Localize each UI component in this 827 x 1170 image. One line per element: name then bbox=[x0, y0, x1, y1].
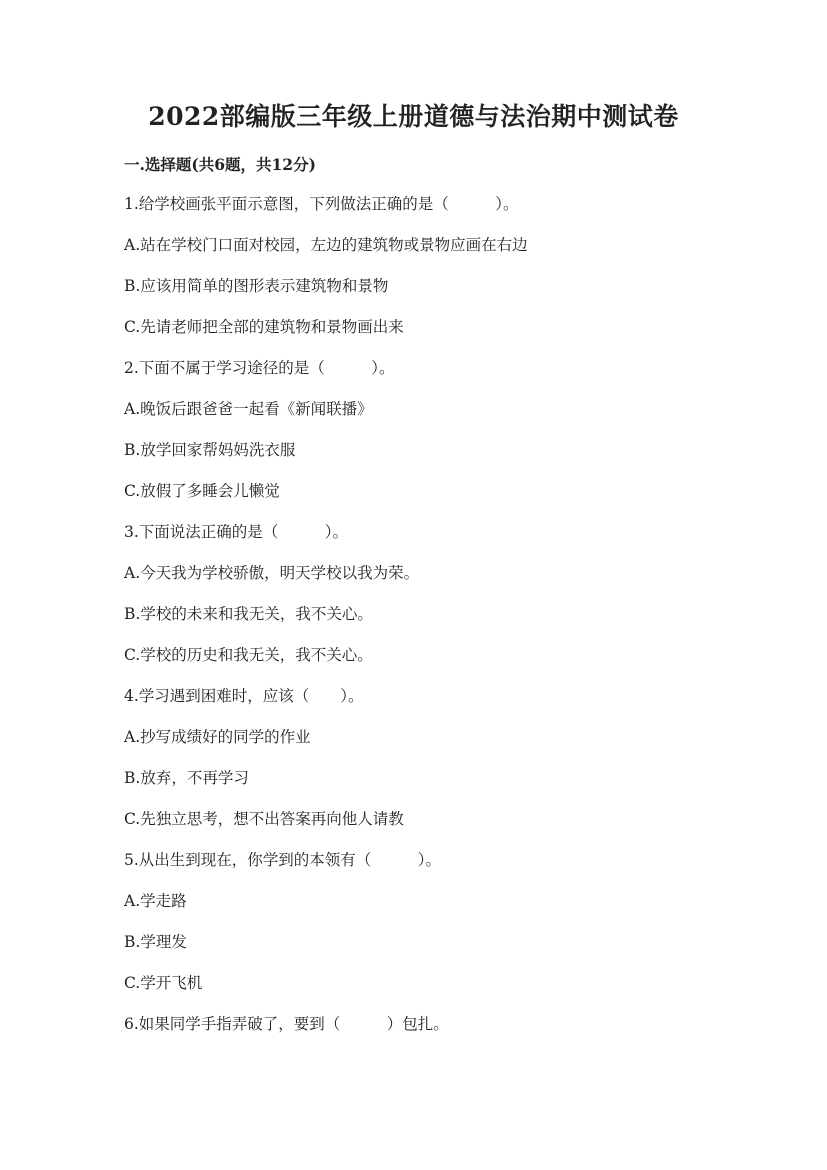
option-c: C.先独立思考，想不出答案再向他人请教 bbox=[124, 810, 404, 828]
question-stem: 3.下面说法正确的是（ ）。 bbox=[124, 523, 349, 541]
option-c: C.学校的历史和我无关，我不关心。 bbox=[124, 646, 373, 664]
question-stem: 6.如果同学手指弄破了，要到（ ）包扎。 bbox=[124, 1015, 449, 1033]
option-b: B.学校的未来和我无关，我不关心。 bbox=[124, 605, 373, 623]
section-heading: 一.选择题(共6题，共12分) bbox=[124, 155, 316, 174]
exam-title: 2022部编版三年级上册道德与法治期中测试卷 bbox=[148, 102, 679, 131]
option-a: A.今天我为学校骄傲，明天学校以我为荣。 bbox=[124, 564, 420, 582]
option-b: B.学理发 bbox=[124, 933, 187, 951]
option-a: A.抄写成绩好的同学的作业 bbox=[124, 728, 311, 746]
option-c: C.先请老师把全部的建筑物和景物画出来 bbox=[124, 318, 404, 336]
question-stem: 1.给学校画张平面示意图，下列做法正确的是（ ）。 bbox=[124, 195, 519, 213]
option-c: C.学开飞机 bbox=[124, 974, 203, 992]
question-stem: 5.从出生到现在，你学到的本领有（ ）。 bbox=[124, 851, 442, 869]
option-b: B.应该用简单的图形表示建筑物和景物 bbox=[124, 277, 389, 295]
option-a: A.学走路 bbox=[124, 892, 187, 910]
question-stem: 4.学习遇到困难时，应该（ ）。 bbox=[124, 687, 364, 705]
option-a: A.晚饭后跟爸爸一起看《新闻联播》 bbox=[124, 400, 373, 418]
option-a: A.站在学校门口面对校园，左边的建筑物或景物应画在右边 bbox=[124, 236, 528, 254]
option-c: C.放假了多睡会儿懒觉 bbox=[124, 482, 280, 500]
question-stem: 2.下面不属于学习途径的是（ ）。 bbox=[124, 359, 395, 377]
option-b: B.放学回家帮妈妈洗衣服 bbox=[124, 441, 296, 459]
option-b: B.放弃，不再学习 bbox=[124, 769, 249, 787]
